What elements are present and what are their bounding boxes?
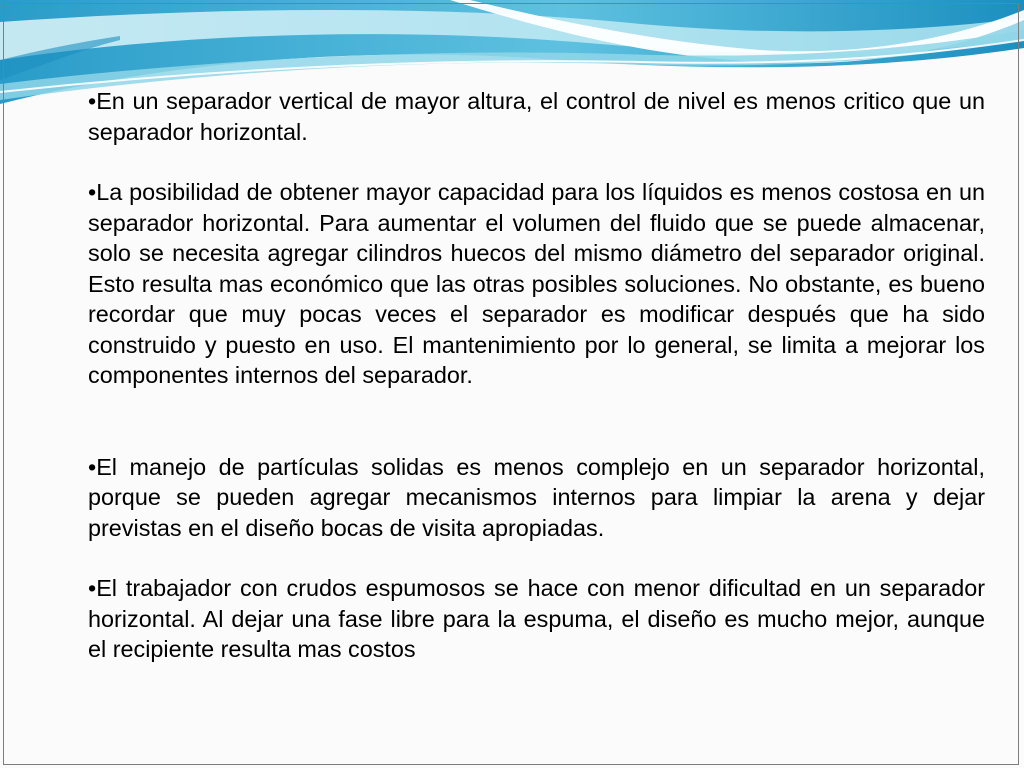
bullet-paragraph: •La posibilidad de obtener mayor capacidad para los líquidos es menos costosa en un separador horizontal. Para aumentar el volumen del fluido que se puede almacenar, solo se necesita agregar cilindros huecos del mismo diámetro del separador original. Esto resulta mas económico que las otras posibles soluciones. No obstante, es bueno recordar que muy pocas veces el separador es modificar después que ha sido construido y puesto en uso. El mantenimiento por lo general, se limita a mejorar los componentes internos del separador. [88, 179, 985, 388]
bullet-paragraph: •El trabajador con crudos espumosos se hace con menor dificultad en un separador horizontal. Al dejar una fase libre para la espuma, el diseño es mucho mejor, aunque el recipiente resulta mas costos [88, 575, 985, 662]
bullet-paragraph: •En un separador vertical de mayor altura, el control de nivel es menos critico que un separador horizontal. [88, 88, 985, 145]
bullet-paragraph: •El manejo de partículas solidas es menos complejo en un separador horizontal, porque se pueden agregar mecanismos internos para limpiar la arena y dejar previstas en el diseño bocas de visita apropiadas. [88, 453, 985, 541]
slide-body [88, 86, 985, 665]
